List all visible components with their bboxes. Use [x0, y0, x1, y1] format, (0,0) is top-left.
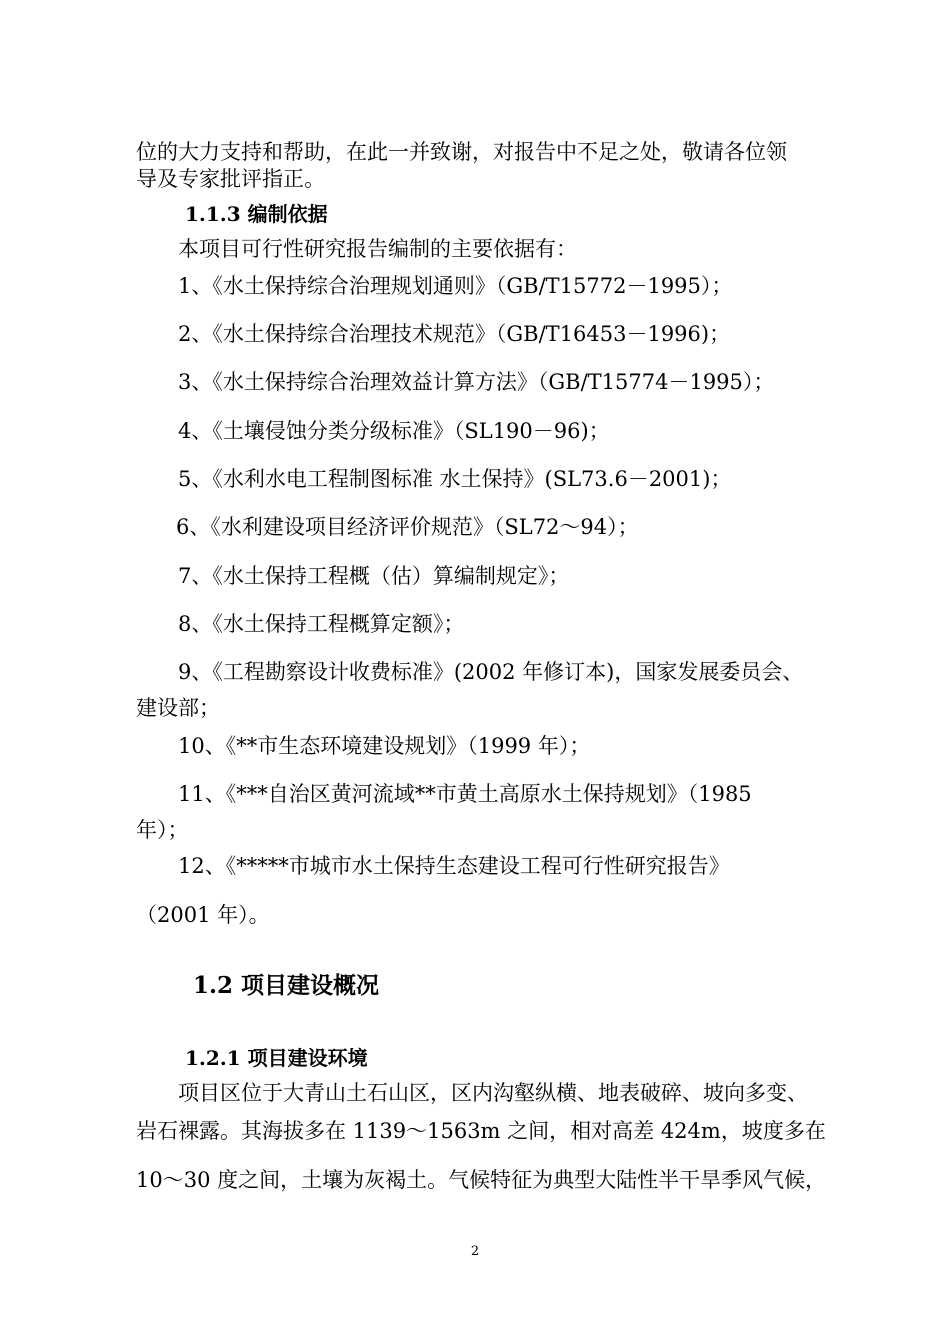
reference-item: 11、《***自治区黄河流域**市黄土高原水土保持规划》（1985: [178, 782, 752, 806]
reference-item: 1、《水土保持综合治理规划通则》（GB/T15772－1995）；: [178, 274, 733, 298]
reference-item: 5、《水利水电工程制图标准 水土保持》(SL73.6－2001)；: [178, 467, 732, 491]
reference-item: 7、《水土保持工程概（估）算编制规定》；: [178, 564, 570, 588]
reference-item: 6、《水利建设项目经济评价规范》（SL72～94）；: [176, 515, 639, 539]
reference-item-continuation: 建设部；: [136, 696, 220, 720]
reference-item-continuation: 年）；: [136, 818, 189, 842]
reference-item: 12、《*****市城市水土保持生态建设工程可行性研究报告》: [178, 854, 730, 878]
paragraph-line: 导及专家批评指正。: [136, 167, 325, 191]
reference-item: 9、《工程勘察设计收费标准》(2002 年修订本)，国家发展委员会、: [178, 660, 804, 684]
section-heading-1-2-1: 1.2.1 项目建设环境: [185, 1046, 368, 1070]
reference-item: 10、《**市生态环境建设规划》（1999 年）；: [178, 734, 591, 758]
section-heading-1-1-3: 1.1.3 编制依据: [185, 202, 328, 226]
page-number: 2: [470, 1244, 480, 1259]
reference-item-continuation: （2001 年）。: [136, 903, 270, 927]
reference-item: 8、《水土保持工程概算定额》；: [178, 612, 465, 636]
paragraph-line: 10～30 度之间，土壤为灰褐土。气候特征为典型大陆性半干旱季风气候，: [136, 1168, 827, 1192]
paragraph-line: 项目区位于大青山土石山区，区内沟壑纵横、地表破碎、坡向多变、: [178, 1081, 808, 1105]
section-heading-1-2: 1.2 项目建设概况: [193, 972, 380, 999]
reference-item: 4、《土壤侵蚀分类分级标准》（SL190－96)；: [178, 419, 610, 443]
paragraph-line: 岩石裸露。其海拔多在 1139～1563m 之间，相对高差 424m，坡度多在: [136, 1119, 826, 1143]
reference-item: 2、《水土保持综合治理技术规范》（GB/T16453－1996)；: [178, 322, 731, 346]
reference-item: 3、《水土保持综合治理效益计算方法》（GB/T15774－1995）；: [178, 370, 775, 394]
paragraph-line: 位的大力支持和帮助，在此一并致谢，对报告中不足之处，敬请各位领: [136, 140, 787, 164]
paragraph-line: 本项目可行性研究报告编制的主要依据有：: [178, 237, 577, 261]
